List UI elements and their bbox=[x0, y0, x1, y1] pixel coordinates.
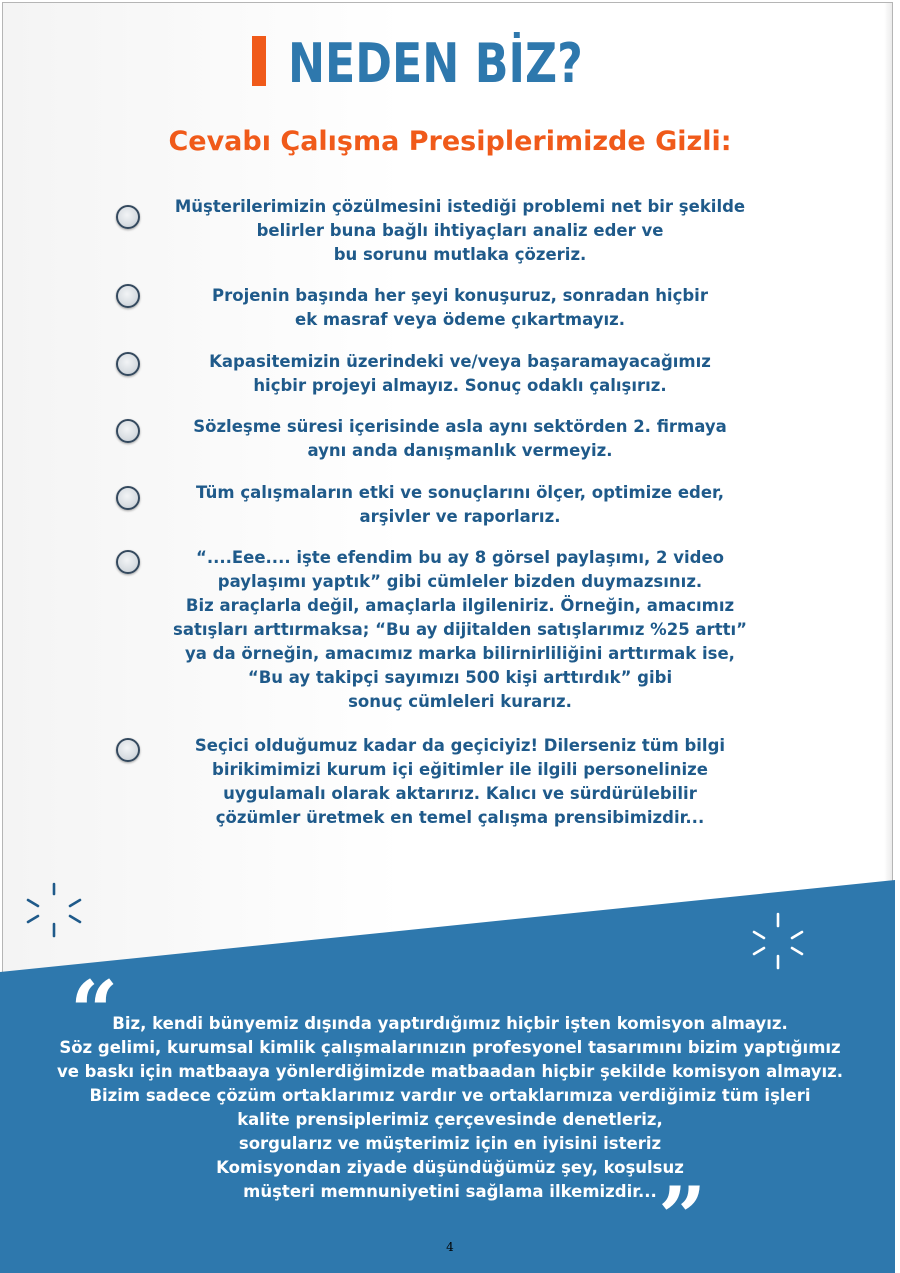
circle-bullet-icon bbox=[116, 419, 140, 443]
circle-bullet-icon bbox=[116, 550, 140, 574]
circle-bullet-icon bbox=[116, 352, 140, 376]
quote-text: Biz, kendi bünyemiz dışında yaptırdığımız hiçbir işten komisyon almayız. Söz gelimi, kurumsal kimlik çalışmalarınızın profesyonel tasarımını bizim yaptığımız ve baskı için matbaaya yönlerdiğimizde matbaadan hiçbir şekilde komisyon almayız. Bizim sadece çözüm ortaklarımız vardır ve ortaklarımıza verdiğimiz tüm işleri kalite prensiplerimiz çerçevesinde denetleriz, sorgularız ve müşterimiz için en iyisini isteriz Komisyondan ziyade düşündüğümüz şey, koşulsuz müşteri memnuniyetini sağlama ilkemizdir... bbox=[56, 1014, 844, 1201]
title-accent-bar bbox=[252, 36, 266, 86]
circle-bullet-icon bbox=[116, 738, 140, 762]
page-subtitle: Cevabı Çalışma Presiplerimizde Gizli: bbox=[168, 126, 732, 157]
close-quote-icon: ” bbox=[658, 1168, 707, 1267]
page-title bbox=[0, 28, 900, 100]
principle-text: “....Eee.... işte efendim bu ay 8 görsel paylaşımı, 2 video paylaşımı yaptık” gibi cümleler bizden duymazsınız. Biz araçlarla değil, amaçlarla ilgileniriz. Örneğin, amacımız satışları arttırmaksa; “Bu ay dijitalden satışlarımız %25 arttı” ya da örneğin, amacımız marka bilirnirliliğini arttırmak ise, “Bu ay takipçi sayımızı 500 kişi arttırdık” gibi sonuç cümleleri kurarız. bbox=[173, 548, 747, 711]
open-quote-icon: “ bbox=[70, 962, 119, 1061]
sparkle-icon bbox=[748, 910, 808, 970]
principle-text: Seçici olduğumuz kadar da geçiciyiz! Dilerseniz tüm bilgi birikimimizi kurum içi eğitimler ile ilgili personelinize uygulamalı olarak aktarırız. Kalıcı ve sürdürülebilir çözümler üretmek en temel çalışma prensibimizdir... bbox=[194, 736, 726, 827]
page-title-text: NEDEN BİZ? bbox=[288, 32, 584, 95]
principle-text: Müşterilerimizin çözülmesini istediği problemi net bir şekilde belirler buna bağlı ihtiyaçları analiz eder ve bu sorunu mutlaka çözeriz. bbox=[174, 197, 746, 264]
circle-bullet-icon bbox=[116, 284, 140, 308]
principle-text: Sözleşme süresi içerisinde asla aynı sektörden 2. firmaya aynı anda danışmanlık vermeyiz. bbox=[193, 417, 727, 460]
principle-text: Kapasitemizin üzerindeki ve/veya başaramayacağımız hiçbir projeyi almayız. Sonuç odaklı çalışırız. bbox=[209, 352, 711, 395]
page-number: 4 bbox=[446, 1240, 454, 1254]
circle-bullet-icon bbox=[116, 205, 140, 229]
principle-text: Tüm çalışmaların etki ve sonuçlarını ölçer, optimize eder, arşivler ve raporlarız. bbox=[195, 483, 725, 526]
principle-text: Projenin başında her şeyi konuşuruz, sonradan hiçbir ek masraf veya ödeme çıkartmayız. bbox=[212, 286, 708, 329]
circle-bullet-icon bbox=[116, 486, 140, 510]
